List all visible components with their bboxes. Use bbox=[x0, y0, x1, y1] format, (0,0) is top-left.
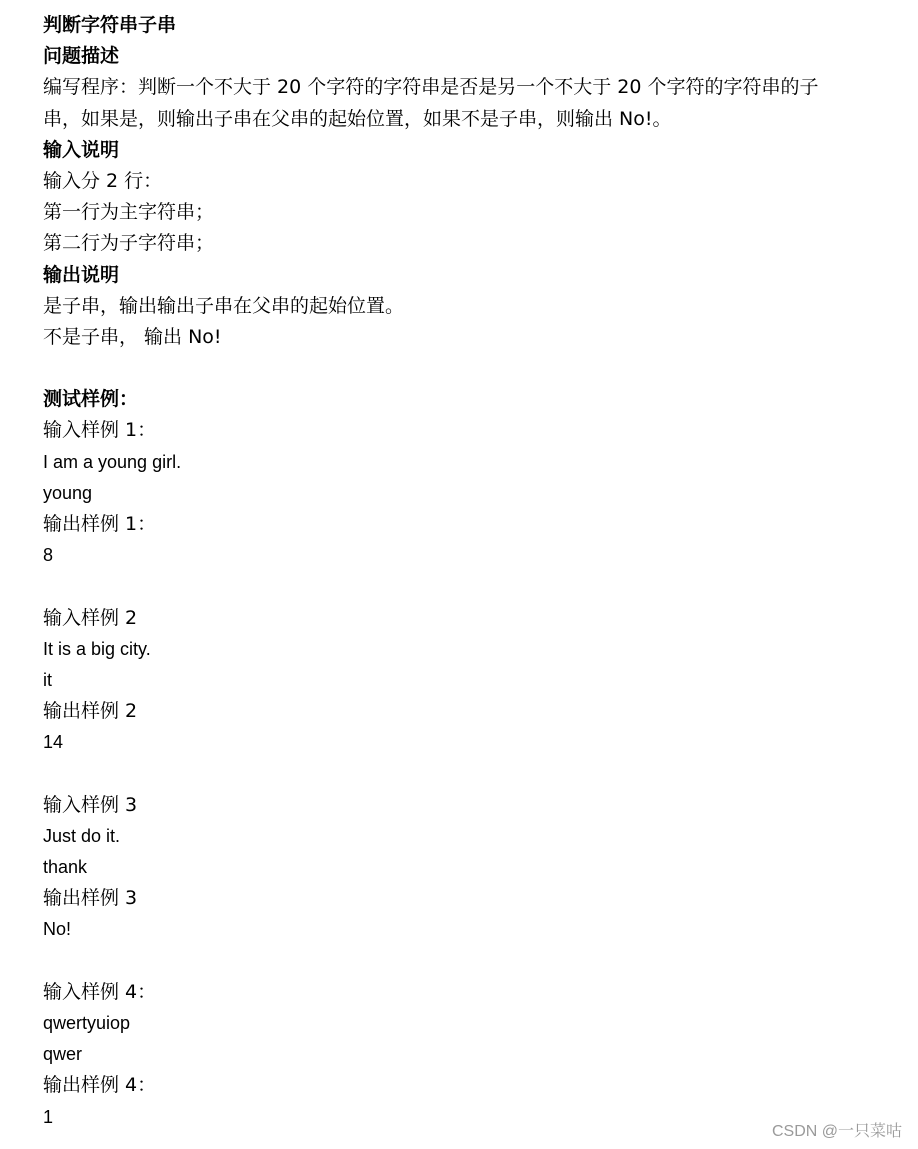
output-desc-line: 是子串，输出输出子串在父串的起始位置。 bbox=[43, 294, 405, 317]
document bbox=[43, 10, 883, 1133]
spacer bbox=[43, 946, 883, 977]
sample-output-value: No! bbox=[43, 919, 72, 940]
sample-input-line: Just do it. bbox=[43, 825, 121, 846]
input-desc-line: 第二行为子字符串； bbox=[43, 232, 215, 255]
sample-output-label: 输出样例 3 bbox=[43, 887, 138, 910]
input-desc-line: 输入分 2 行： bbox=[43, 169, 163, 192]
sample-output-value: 1 bbox=[43, 1106, 54, 1127]
problem-text-line-2: 串，如果是，则输出子串在父串的起始位置，如果不是子串，则输出 No!。 bbox=[43, 107, 672, 130]
problem-heading: 问题描述 bbox=[43, 45, 120, 68]
sample-output-label: 输出样例 4： bbox=[43, 1074, 157, 1097]
spacer bbox=[43, 353, 883, 384]
output-desc-heading: 输出说明 bbox=[43, 263, 120, 286]
sample-output-value: 8 bbox=[43, 545, 54, 566]
output-desc-line: 不是子串， 输出 No! bbox=[43, 325, 222, 348]
sample-input-label: 输入样例 2 bbox=[43, 606, 138, 629]
sample-output-label: 输出样例 1： bbox=[43, 513, 157, 535]
input-desc-heading: 输入说明 bbox=[43, 138, 120, 161]
sample-input-line: qwer bbox=[43, 1044, 83, 1065]
sample-input-line: thank bbox=[43, 857, 88, 878]
spacer bbox=[43, 571, 883, 602]
tests-heading: 测试样例： bbox=[43, 388, 139, 411]
spacer bbox=[43, 759, 883, 790]
sample-input-label: 输入样例 3 bbox=[43, 793, 138, 816]
sample-input-line: young bbox=[43, 482, 93, 503]
input-desc-line: 第一行为主字符串； bbox=[43, 201, 215, 224]
sample-input-line: it bbox=[43, 669, 52, 690]
sample-input-line: I am a young girl. bbox=[43, 451, 182, 472]
sample-input-label: 输入样例 1： bbox=[43, 419, 157, 442]
sample-input-line: It is a big city. bbox=[43, 638, 151, 659]
sample-output-label: 输出样例 2 bbox=[43, 700, 138, 723]
page-title: 判断字符串子串 bbox=[43, 14, 177, 36]
sample-input-label: 输入样例 4： bbox=[43, 980, 157, 1003]
sample-input-line: qwertyuiop bbox=[43, 1013, 131, 1033]
problem-text-line-1: 编写程序：判断一个不大于 20 个字符的字符串是否是另一个不大于 20 个字符的字符串的子 bbox=[43, 76, 819, 99]
sample-output-value: 14 bbox=[43, 732, 64, 753]
csdn-watermark: CSDN @一只菜咕 bbox=[771, 1123, 902, 1140]
